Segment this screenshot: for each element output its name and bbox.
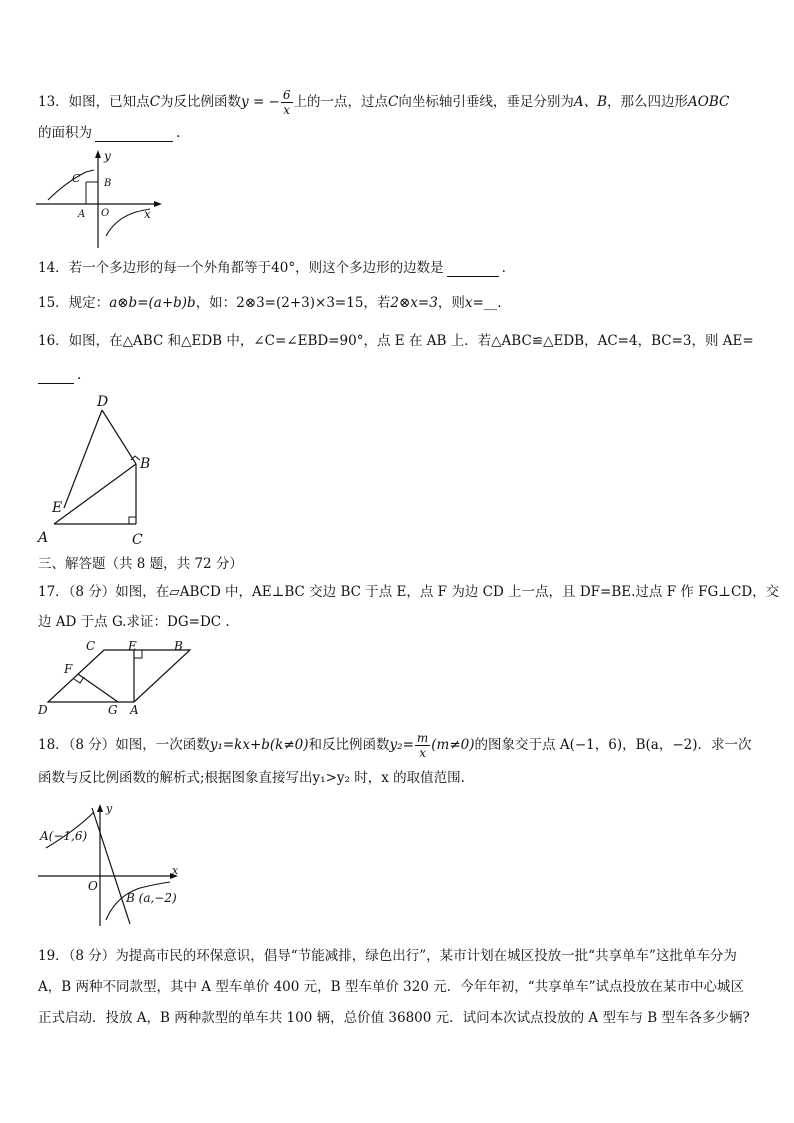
q17-label-e: E	[128, 640, 137, 653]
q16-label-c: C	[132, 532, 143, 548]
q13-label-x: x	[144, 207, 151, 221]
q16-right-angle-c	[129, 517, 136, 524]
q13-quad: AOBC	[688, 94, 730, 110]
q16-line1	[38, 332, 754, 350]
q13-label-a: A	[78, 209, 86, 220]
q19-text-3: 正式启动．投放 A，B 两种款型的单车共 100 辆，总价值 36800 元．试问本次试点投放的 A 型车与 B 型车各多少辆?	[38, 1010, 750, 1026]
q13-label-y: y	[104, 149, 111, 163]
q17-parallelogram	[48, 650, 190, 702]
q18-text-b: 和反比例函数	[308, 737, 390, 753]
q18-figure	[36, 800, 186, 928]
q17-line1	[38, 583, 779, 601]
q15-text-b: ，如：	[195, 295, 237, 311]
q16-right-angle-b	[131, 456, 140, 460]
q17-right-angle-f	[74, 677, 84, 683]
q13-line2-end: .	[176, 125, 181, 141]
q17-seg-fg	[78, 674, 118, 702]
q16-seg-ba	[54, 464, 136, 524]
q13-line2	[38, 124, 180, 142]
q18-label-a: A(−1,6)	[40, 829, 88, 843]
q13-points-ab: A、B	[573, 94, 608, 110]
q18-label-o: O	[88, 879, 98, 893]
q16-seg-db	[102, 410, 136, 464]
q15-text-c: ，若	[363, 295, 391, 311]
q15-answer: =__.	[472, 295, 502, 311]
q16-end: .	[77, 367, 82, 383]
q13-curve-left	[48, 170, 94, 200]
q14-end: .	[501, 260, 506, 276]
q17-label-g: G	[108, 703, 118, 717]
q13-fraction	[281, 88, 293, 117]
q16-line2	[38, 366, 81, 384]
q17-label-c: C	[86, 640, 96, 653]
q18-condition: (m≠0)	[431, 737, 475, 753]
q19-text-2: A，B 两种不同款型，其中 A 型车单价 400 元，B 型车单价 320 元．今年年初，“共享单车”试点投放在某市中心城区	[38, 979, 745, 995]
q17-text-2: 边 AD 于点 G.求证：DG=DC .	[38, 614, 230, 630]
q18-label-y: y	[106, 802, 113, 815]
q13-text-e: ，那么四边形	[607, 94, 689, 110]
q17-label-b: B	[174, 640, 183, 653]
q13-frac-num: 6	[282, 88, 291, 102]
q18-label-x: x	[172, 864, 179, 877]
q17-label-d: D	[38, 703, 48, 717]
q16-label-b: B	[140, 456, 151, 472]
q13-point-c2: C	[388, 94, 399, 110]
q18-inverse-func: y₂=	[389, 737, 414, 753]
q14-answer-blank	[447, 276, 499, 277]
q18-linear-func: y₁=kx+b(k≠0)	[209, 737, 309, 753]
q13-text-d: 向坐标轴引垂线，垂足分别为	[398, 94, 574, 110]
section-title: 三、解答题（共 8 题，共 72 分）	[38, 556, 243, 572]
q13-label-c: C	[72, 172, 81, 185]
q15-line	[38, 294, 502, 312]
q15-condition: 2⊗x=3	[390, 295, 438, 311]
q13-label-o: O	[101, 208, 110, 219]
q15-definition: a⊗b=(a+b)b	[109, 295, 196, 311]
q15-example: 2⊗3=(2+3)×3=15	[236, 295, 364, 311]
section-header	[38, 555, 243, 573]
q13-line2-text: 的面积为	[38, 125, 92, 141]
q18-line1	[38, 731, 752, 760]
q16-label-d: D	[97, 394, 109, 410]
q18-y-arrow	[97, 804, 103, 812]
q18-frac-num: m	[416, 731, 429, 745]
q17-line2	[38, 613, 230, 631]
q16-label-a: A	[38, 530, 49, 546]
q15-text-d: ，则	[437, 295, 465, 311]
q13-label-b: B	[104, 178, 112, 189]
q19-line3	[38, 1009, 750, 1027]
q18-line-graph	[92, 808, 130, 924]
q18-fraction	[415, 731, 430, 760]
q13-text-b: 为反比例函数	[160, 94, 242, 110]
q18-text-a: 18．（8 分）如图，一次函数	[38, 737, 210, 753]
q13-figure	[36, 148, 166, 250]
q15-text-a: 15．规定：	[38, 295, 110, 311]
q13-y-arrow	[95, 150, 101, 158]
q18-label-b: B (a,−2)	[126, 891, 177, 905]
q15-variable: x	[464, 295, 473, 311]
q16-answer-blank	[38, 383, 74, 384]
q16-label-e: E	[52, 500, 63, 516]
q17-text-1: 17．（8 分）如图，在▱ABCD 中，AE⊥BC 交边 BC 于点 E，点 F 为边 CD 上一点，且 DF=BE.过点 F 作 FG⊥CD，交	[38, 584, 780, 600]
q17-figure	[34, 640, 194, 718]
q13-answer-blank	[95, 141, 173, 142]
q18-frac-den: x	[419, 746, 426, 760]
q18-text-d: 的图象交于点 A(−1，6)，B(a，−2)．求一次	[474, 737, 752, 753]
q18-line2	[38, 769, 465, 787]
q19-line1	[38, 947, 737, 965]
q16-figure	[34, 390, 164, 548]
q14-line	[38, 259, 506, 277]
q19-line2	[38, 978, 744, 996]
q16-text: 16．如图，在△ABC 和△EDB 中，∠C=∠EBD=90°，点 E 在 AB 上．若△ABC≌△EDB，AC=4，BC=3，则 AE=	[38, 333, 754, 349]
q13-func-y: y = −	[241, 94, 280, 110]
q13-text-c: 上的一点，过点	[293, 94, 389, 110]
q13-point-c: C	[149, 94, 161, 110]
q18-text-2: 函数与反比例函数的解析式;根据图象直接写出y₁>y₂ 时，x 的取值范围.	[38, 770, 465, 786]
q13-text-a: 13．如图，已知点	[38, 94, 150, 110]
q17-label-a: A	[130, 703, 139, 717]
q13-x-arrow	[154, 201, 162, 207]
q17-label-f: F	[64, 662, 73, 676]
q19-text-1: 19．（8 分）为提高市民的环保意识，倡导“节能减排，绿色出行”，某市计划在城区投放一批“共享单车”这批单车分为	[38, 948, 737, 964]
q14-text: 14．若一个多边形的每一个外角都等于40°，则这个多边形的边数是	[38, 260, 444, 276]
q13-frac-den: x	[283, 103, 291, 117]
q13-line1	[38, 88, 729, 117]
